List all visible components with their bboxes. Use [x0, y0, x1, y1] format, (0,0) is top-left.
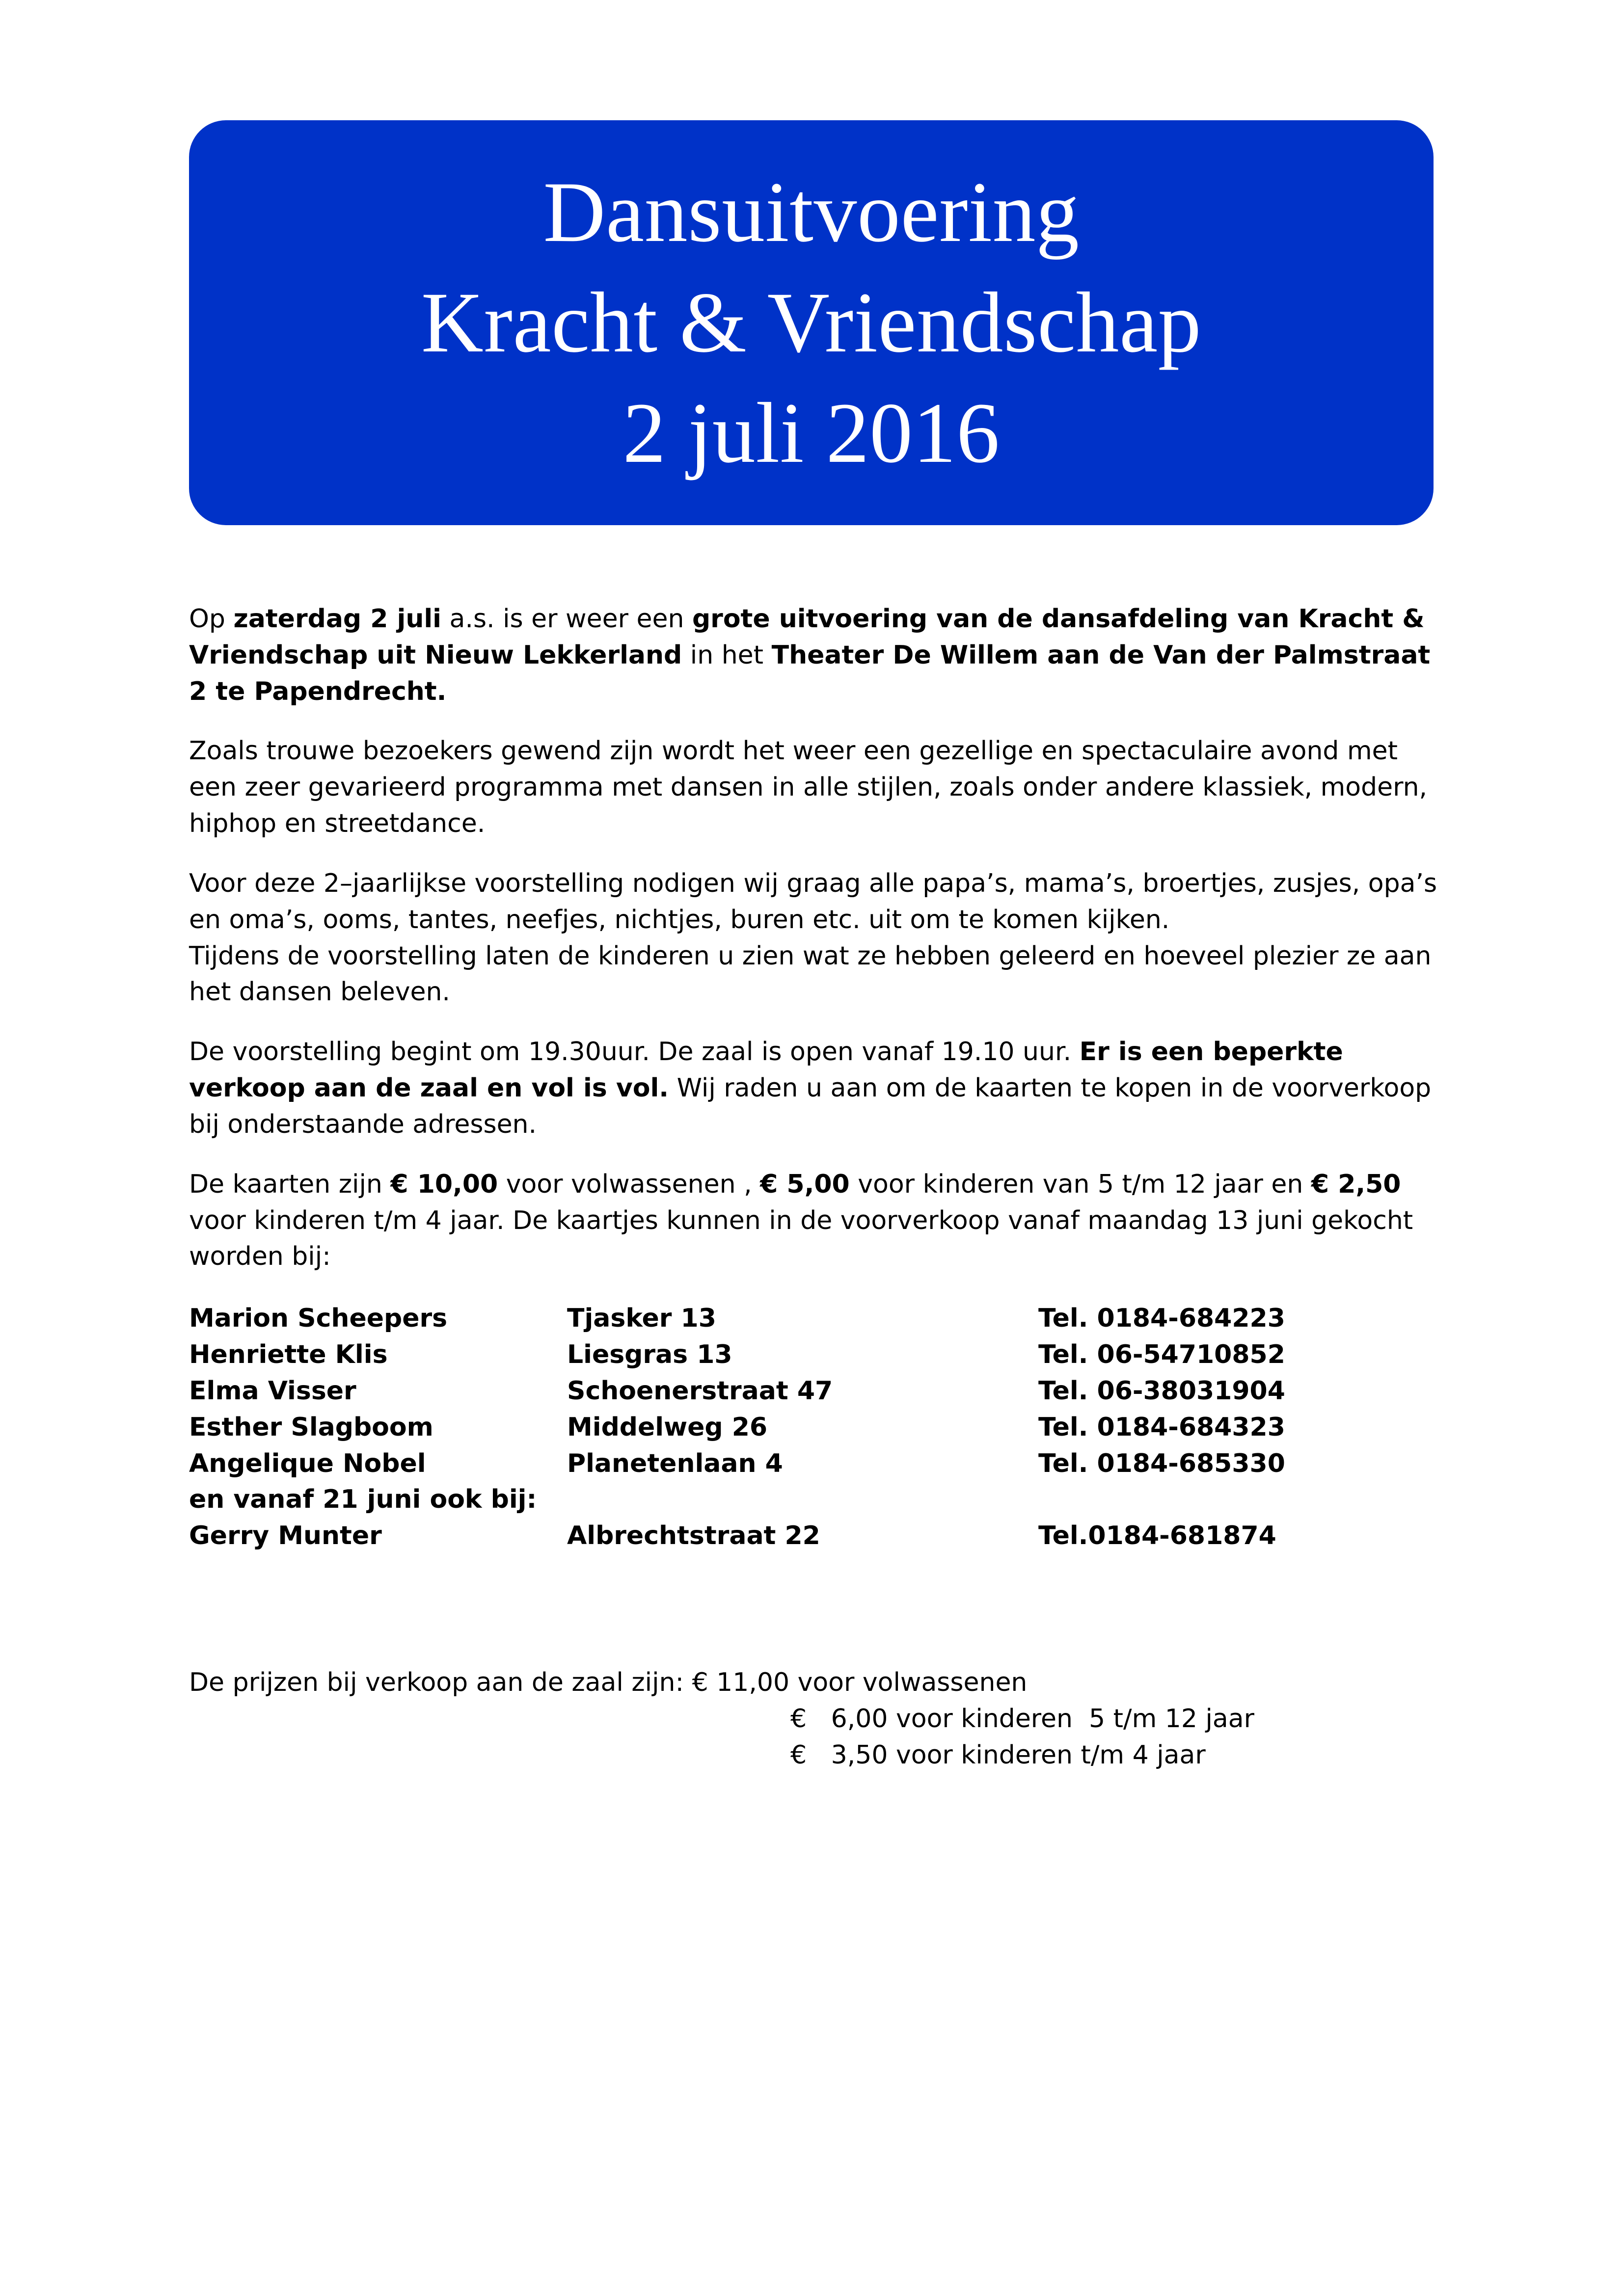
contact-name: Angelique Nobel — [189, 1448, 426, 1478]
contact-row — [189, 1446, 1443, 1482]
price-adults: € 10,00 — [390, 1169, 498, 1199]
price-children-under-4: € 2,50 — [1311, 1169, 1401, 1199]
intro-text-c: a.s. is er weer een — [441, 604, 692, 634]
banner-title-line-2: Kracht & Vriendschap — [421, 274, 1202, 371]
contact-phone: Tel.0184-681874 — [1038, 1521, 1276, 1551]
contact-row — [189, 1373, 1443, 1410]
contact-name: Elma Visser — [189, 1376, 356, 1406]
contact-phone: Tel. 0184-684323 — [1038, 1412, 1285, 1442]
contact-address: Planetenlaan 4 — [567, 1448, 783, 1478]
door-price-line-children-under-4: € 3,50 voor kinderen t/m 4 jaar — [790, 1740, 1206, 1770]
contact-address: Liesgras 13 — [567, 1340, 732, 1370]
presale-contacts-list — [189, 1301, 1443, 1554]
contact-address: Albrechtstraat 22 — [567, 1521, 820, 1551]
contact-phone: Tel. 06-54710852 — [1038, 1340, 1285, 1370]
prices-text-d: voor kinderen van 5 t/m 12 jaar en — [849, 1169, 1311, 1199]
paragraph-program: Zoals trouwe bezoekers gewend zijn wordt het weer een gezellige en spectaculaire avond met een zeer gevarieerd programma met dansen in alle stijlen, zoals onder andere klassiek, modern, hiphop en streetdance. — [189, 736, 1428, 839]
paragraph-intro — [189, 601, 1443, 710]
contact-address: Tjasker 13 — [567, 1304, 716, 1334]
intro-text-d: in het — [682, 640, 772, 670]
prices-text-a: De kaarten zijn — [189, 1169, 391, 1199]
paragraph-performance: Tijdens de voorstelling laten de kinderen u zien wat ze hebben geleerd en hoeveel plezier ze aan het dansen beleven. — [189, 941, 1432, 1007]
door-prices-block — [189, 1665, 1443, 1773]
contact-name: Marion Scheepers — [189, 1304, 448, 1334]
banner-title-line-3: 2 juli 2016 — [623, 385, 1000, 481]
door-price-line-adults: De prijzen bij verkoop aan de zaal zijn: € 11,00 voor volwassenen — [189, 1668, 1028, 1698]
contact-address: Middelweg 26 — [567, 1412, 768, 1442]
paragraph-times — [189, 1034, 1443, 1143]
contact-row — [189, 1518, 1443, 1554]
intro-bold-date: zaterdag 2 juli — [233, 604, 442, 634]
contact-phone: Tel. 0184-685330 — [1038, 1448, 1285, 1478]
contact-name: Gerry Munter — [189, 1521, 382, 1551]
banner-title-line-1: Dansuitvoering — [543, 164, 1080, 260]
intro-bold-venue: Theater De Willem aan de Van der Palmstraat 2 te Papendrecht. — [189, 640, 1431, 706]
intro-text-a: Op — [189, 604, 234, 634]
contact-name: Esther Slagboom — [189, 1412, 433, 1442]
price-children-5-12: € 5,00 — [760, 1169, 850, 1199]
contact-phone: Tel. 06-38031904 — [1038, 1376, 1285, 1406]
times-bold-warning: Er is een beperkte verkoop aan de zaal en vol is vol. — [189, 1037, 1343, 1103]
contact-name: Henriette Klis — [189, 1340, 388, 1370]
contacts-extra-note: en vanaf 21 juni ook bij: — [189, 1485, 537, 1515]
contact-row — [189, 1337, 1443, 1373]
contact-row — [189, 1410, 1443, 1446]
door-price-line-children-5-12: € 6,00 voor kinderen 5 t/m 12 jaar — [790, 1704, 1255, 1734]
times-text-c: Wij raden u aan om de kaarten te kopen in de voorverkoop bij onderstaande adressen. — [189, 1073, 1432, 1139]
poster-body — [189, 601, 1443, 1774]
contact-row — [189, 1301, 1443, 1337]
contact-phone: Tel. 0184-684223 — [1038, 1304, 1285, 1334]
prices-text-e: voor kinderen t/m 4 jaar. De kaartjes kunnen in de voorverkoop vanaf maandag 13 juni gekocht worden bij: — [189, 1205, 1413, 1272]
times-text-a: De voorstelling begint om 19.30uur. De zaal is open vanaf 19.10 uur. — [189, 1037, 1080, 1067]
prices-text-c: voor volwassenen , — [498, 1169, 760, 1199]
contact-address: Schoenerstraat 47 — [567, 1376, 833, 1406]
paragraph-prices — [189, 1167, 1443, 1275]
paragraph-invitation: Voor deze 2–jaarlijkse voorstelling nodigen wij graag alle papa’s, mama’s, broertjes, zusjes, opa’s en oma’s, ooms, tantes, neefjes, nichtjes, buren etc. uit om te komen kijken. — [189, 868, 1437, 934]
intro-bold-org: grote uitvoering van de dansafdeling van Kracht & Vriendschap uit Nieuw Lekkerland — [189, 604, 1425, 670]
poster-banner — [189, 120, 1434, 525]
